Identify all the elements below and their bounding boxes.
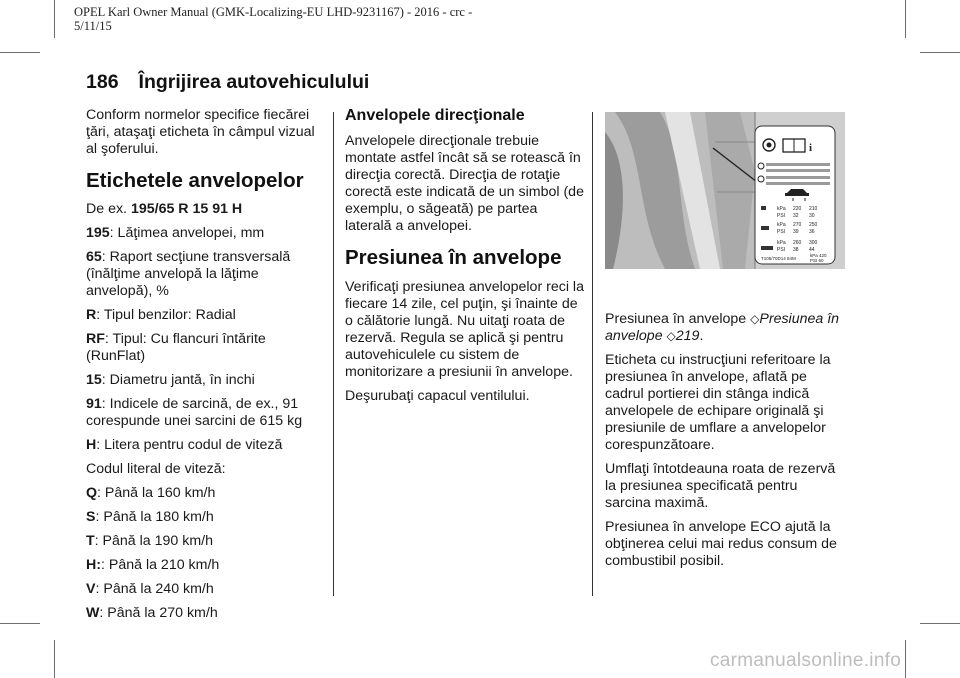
- page-header: [86, 71, 369, 94]
- reference-arrow-icon: ◇: [750, 312, 760, 326]
- speed-item: [86, 509, 322, 526]
- speed-item: [86, 557, 322, 574]
- spare-pressure-psi: PSI 60: [810, 258, 824, 263]
- speed-text: : Până la 210 km/h: [100, 557, 220, 573]
- crop-mark: [0, 623, 40, 624]
- definition-text: : Litera pentru codul de viteză: [96, 437, 283, 453]
- speed-code: H:: [86, 557, 101, 573]
- label-value: 260: [793, 240, 802, 246]
- directional-paragraph: Anvelopele direcţionale trebuie montate astfel încât să se rotească în direcţia corectă. Direcţia de rotaţie corectă este indicată de un simbol (de exemplu, o săgeată) pe partea laterală a anvelopei.: [345, 133, 584, 234]
- column-left: [86, 107, 322, 629]
- example-prefix: De ex.: [86, 201, 131, 217]
- speed-item: [86, 485, 322, 502]
- valve-paragraph: Deşurubaţi capacul ventilului.: [345, 388, 530, 404]
- speed-item: [86, 605, 322, 622]
- column-divider: [592, 112, 593, 596]
- crop-mark: [54, 640, 55, 678]
- label-row: PSI: [777, 247, 786, 253]
- example-line: [86, 201, 322, 218]
- speed-list: [86, 485, 322, 622]
- label-paragraph: Eticheta cu instrucţiuni referitoare la presiunea în anvelope, aflată pe cadrul portierei din stânga indică anvelopele de echipare originală şi presiunile de umflare a anvelopelor corespunzătoare.: [605, 352, 831, 453]
- column-middle: [345, 107, 585, 412]
- label-row: kPa: [777, 206, 786, 212]
- cross-reference-lead: Presiunea în anvelope: [605, 311, 751, 327]
- reference-arrow-icon: ◇: [666, 329, 676, 343]
- section-heading-directional: Anvelopele direcţionale: [345, 107, 525, 124]
- cross-reference-title[interactable]: Presiunea în anvelope: [605, 311, 840, 344]
- definition-text: : Lăţimea anvelopei, mm: [109, 225, 265, 241]
- print-meta-line1: OPEL Karl Owner Manual (GMK-Localizing-EU LHD-9231167) - 2016 - crc -: [74, 5, 473, 19]
- column-divider: [333, 112, 334, 596]
- section-heading-tire-labels: Etichetele anvelopelor: [86, 169, 304, 192]
- label-value: 39: [793, 229, 799, 235]
- definition-term: 195: [86, 225, 110, 241]
- page-title: Îngrijirea autovehiculului: [138, 71, 370, 93]
- speed-text: : Până la 180 km/h: [95, 509, 214, 525]
- speed-code: S: [86, 509, 96, 525]
- label-value: 270: [793, 222, 802, 228]
- definition-item: [86, 225, 322, 242]
- definition-item: [86, 331, 322, 365]
- speed-item: [86, 581, 322, 598]
- cross-reference: [605, 311, 845, 345]
- crop-mark: [920, 52, 960, 53]
- label-value: 30: [809, 213, 815, 219]
- definition-text: : Tipul benzilor: Radial: [96, 307, 236, 323]
- crop-mark: [0, 52, 40, 53]
- definition-term: 91: [86, 396, 102, 412]
- definition-term: R: [86, 307, 97, 323]
- print-meta-line2: 5/11/15: [74, 19, 112, 33]
- crop-mark: [920, 623, 960, 624]
- tire-size-text: T105/70D14 84M: [761, 256, 796, 261]
- speed-code: Q: [86, 485, 98, 501]
- definition-term: 15: [86, 372, 102, 388]
- label-row: PSI: [777, 213, 786, 219]
- section-heading-pressure: Presiunea în anvelope: [345, 246, 562, 269]
- definition-item: [86, 372, 322, 389]
- page-number: 186: [86, 71, 119, 93]
- label-value: 32: [793, 213, 799, 219]
- cross-reference-end: .: [699, 328, 704, 344]
- definition-term: 65: [86, 249, 102, 265]
- speed-code: T: [86, 533, 95, 549]
- label-row: kPa: [777, 240, 786, 246]
- definition-item: [86, 307, 322, 324]
- definition-text: : Indicele de sarcină, de ex., 91 corespunde unei sarcini de 615 kg: [86, 396, 303, 429]
- definition-term: RF: [86, 331, 105, 347]
- label-value: 250: [809, 222, 818, 228]
- spare-paragraph: Umflaţi întotdeauna roata de rezervă la presiunea specificată pentru sarcina maximă.: [605, 461, 836, 511]
- definition-item: [86, 249, 322, 300]
- definition-text: : Tipul: Cu flancuri întărite (RunFlat): [86, 331, 266, 364]
- crop-mark: [905, 640, 906, 678]
- definition-text: : Raport secţiune transversală (înălţime anvelopă la lăţime anvelopă), %: [86, 249, 291, 299]
- label-row: kPa: [777, 222, 786, 228]
- speed-intro: Codul literal de viteză:: [86, 461, 226, 477]
- definition-term: H: [86, 437, 97, 453]
- pressure-paragraph: Verificaţi presiunea anvelopelor reci la fiecare 14 zile, cel puţin, şi înainte de o călătorie lungă. Nu uitaţi roata de rezervă. Regula se aplică şi pentru autovehiculele cu sistem de monitorizare a presiunii în anvelope.: [345, 279, 584, 380]
- speed-text: : Până la 240 km/h: [95, 581, 214, 597]
- cross-reference-page[interactable]: 219: [675, 328, 700, 344]
- definition-text: : Diametru jantă, în inchi: [101, 372, 255, 388]
- crop-mark: [905, 0, 906, 38]
- definition-list: [86, 225, 322, 454]
- tire-pressure-label-photo: [605, 112, 845, 269]
- label-value: 210: [809, 206, 818, 212]
- definition-item: [86, 437, 322, 454]
- label-value: 38: [793, 247, 799, 253]
- label-value: 220: [793, 206, 802, 212]
- site-watermark: carmanualsonline.info: [710, 650, 902, 671]
- label-value: 300: [809, 240, 818, 246]
- speed-text: : Până la 270 km/h: [99, 605, 218, 621]
- example-value: 195/65 R 15 91 H: [130, 201, 243, 217]
- crop-mark: [54, 0, 55, 38]
- print-meta: [74, 5, 472, 33]
- speed-text: : Până la 190 km/h: [94, 533, 213, 549]
- speed-text: : Până la 160 km/h: [97, 485, 216, 501]
- label-value: 44: [809, 247, 815, 253]
- speed-code: W: [86, 605, 100, 621]
- svg-text:i: i: [809, 142, 813, 154]
- label-row: PSI: [777, 229, 786, 235]
- speed-code: V: [86, 581, 96, 597]
- label-value: 36: [809, 229, 815, 235]
- column-right: [605, 311, 845, 577]
- door-frame-illustration: [605, 112, 845, 269]
- spare-pressure-kpa: kPa 420: [810, 253, 827, 258]
- definition-item: [86, 396, 322, 430]
- eco-paragraph: Presiunea în anvelope ECO ajută la obţinerea celui mai redus consum de combustibil posibil.: [605, 519, 837, 569]
- intro-paragraph: Conform normelor specifice fiecărei ţări, ataşaţi eticheta în câmpul vizual al şoferului.: [86, 107, 315, 157]
- speed-item: [86, 533, 322, 550]
